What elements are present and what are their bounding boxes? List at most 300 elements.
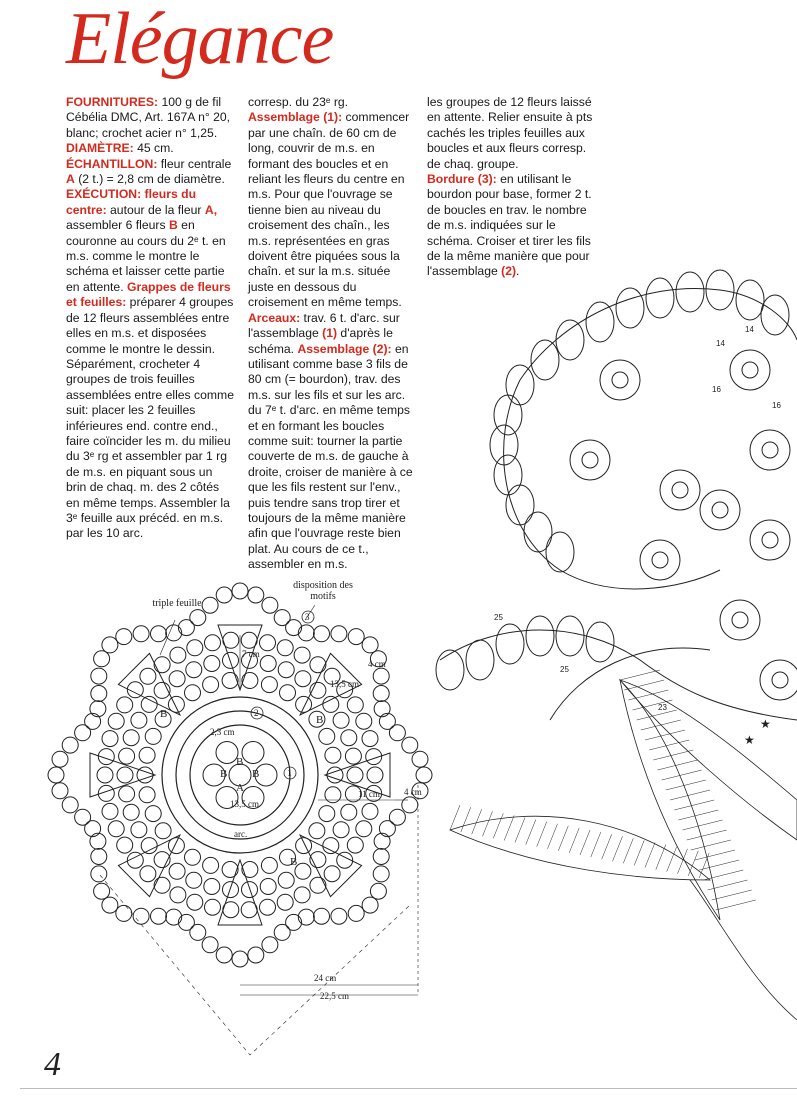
petal [90, 753, 155, 797]
leaf-3 [450, 816, 710, 880]
bordure-text: en utilisant le bourdon pour base, former 2 t. de boucles en trav. le nombre de m.s. indiquées sur le schéma. Croiser et tirer les fils de la même manière que pour l'assemblage [427, 172, 592, 279]
border-loop [190, 610, 206, 626]
bubble [168, 838, 184, 854]
bubble [260, 879, 276, 895]
bubble [123, 804, 139, 820]
bubble [155, 823, 171, 839]
bubble [102, 803, 118, 819]
leaf-vein [504, 815, 514, 840]
leaf-vein [558, 826, 568, 851]
leaf-vein [645, 843, 655, 868]
chart-flower [730, 350, 770, 390]
col2-lead-text: corresp. du 23ᵉ rg. [248, 95, 349, 109]
border-loop [166, 625, 182, 641]
bubble [356, 713, 372, 729]
border-loop [331, 626, 347, 642]
execution-text-2: assembler 6 fleurs [66, 218, 169, 233]
bubble [325, 787, 341, 803]
echantillon-heading: ÉCHANTILLON: [66, 156, 158, 171]
chart-num-25b: 25 [494, 613, 503, 622]
leaf-vein [580, 830, 590, 855]
arceaux-paragraph [248, 311, 415, 573]
bubble [347, 767, 363, 783]
leaf-veins [450, 670, 756, 910]
bubble [295, 671, 311, 687]
bubble [205, 899, 221, 915]
chart-flower [570, 440, 610, 480]
bubble [325, 747, 341, 763]
relier-paragraph [427, 95, 595, 172]
border-loop [91, 866, 107, 882]
assembly-diagram [40, 575, 440, 1075]
border-loop [389, 809, 405, 825]
leaf-vein [658, 760, 698, 770]
chart-flower [750, 430, 790, 470]
bubble [309, 823, 325, 839]
border-loop [232, 583, 248, 599]
bubble [356, 821, 372, 837]
chart-flower-center [612, 372, 628, 388]
leaf-vein [666, 780, 706, 790]
label-b-center-3: B [252, 768, 260, 780]
bubble [108, 713, 124, 729]
border-loop [314, 626, 330, 642]
chart-loop [506, 485, 534, 525]
bubble [341, 730, 357, 746]
border-loop [91, 686, 107, 702]
page-footer-line [20, 1088, 797, 1089]
bubble [117, 697, 133, 713]
leaf-vein [591, 832, 601, 857]
chart-flower-center [742, 362, 758, 378]
label-23cm: 2,3 cm [210, 727, 235, 737]
bubble [141, 838, 157, 854]
border-loop [178, 620, 194, 636]
chart-flower-center [772, 672, 788, 688]
chart-loop [586, 622, 614, 662]
assembly-chain [520, 288, 797, 380]
bubble [242, 862, 258, 878]
leaf-vein [515, 818, 525, 843]
bubble [260, 899, 276, 915]
border-loop [133, 626, 149, 642]
bubble [277, 640, 293, 656]
chart-loop [586, 302, 614, 342]
execution-heading: EXÉCUTION: fleurs du centre: [66, 187, 197, 217]
assemblage2-heading: Assemblage (2): [297, 341, 392, 356]
chart-num-14b: 14 [716, 339, 725, 348]
border-loop [133, 908, 149, 924]
border-loop [216, 587, 232, 603]
bubble [97, 767, 113, 783]
label-a-center: A [236, 782, 244, 794]
border-loop [362, 897, 378, 913]
leaf-vein [526, 820, 536, 845]
label-b-bottom: B [290, 856, 298, 868]
arceaux-heading: Arceaux: [248, 310, 301, 325]
label-11cm: 11 cm [358, 789, 380, 799]
border-loop [389, 725, 405, 741]
crochet-chart [420, 240, 797, 1060]
instructions-column-2 [248, 95, 415, 573]
border-loop [85, 821, 101, 837]
leaf-vein [649, 740, 689, 750]
chart-loop [616, 288, 644, 328]
leaf-vein [662, 770, 702, 780]
chart-flower [720, 600, 760, 640]
chart-loop [526, 616, 554, 656]
leaf-vein [620, 670, 660, 680]
bubble [277, 894, 293, 910]
border-loop [94, 651, 110, 667]
border-loop [116, 905, 132, 921]
inner-ring [176, 711, 304, 839]
col3-lead-text: les groupes de 12 fleurs laissé en attente. Relier ensuite à pts cachés les triples feuilles aux boucles et aux fleurs corresp. de chaq. groupe. [427, 95, 593, 171]
chart-flower [660, 470, 700, 510]
bubble [362, 803, 378, 819]
border-loop [348, 629, 364, 645]
bubble [347, 837, 363, 853]
assemblage-paragraph [248, 95, 415, 311]
border-loop [274, 610, 290, 626]
border-loop [370, 883, 386, 899]
bubble [241, 902, 257, 918]
bubble [296, 696, 312, 712]
border-loop [262, 597, 278, 613]
bubble [141, 696, 157, 712]
page-number: 4 [44, 1046, 61, 1083]
chart-flower-center [672, 482, 688, 498]
border-loop [190, 924, 206, 940]
bubble [170, 887, 186, 903]
border-loop [216, 947, 232, 963]
execution-paragraph [66, 187, 234, 541]
center-flower-b [216, 742, 238, 764]
chart-num-16a: 16 [712, 385, 721, 394]
bubble [278, 872, 294, 888]
border-loop [286, 620, 302, 636]
bubble [204, 656, 220, 672]
label-4cm-top: 4 cm [368, 659, 386, 669]
bubble [347, 697, 363, 713]
bubble [117, 837, 133, 853]
border-loop [62, 797, 78, 813]
bubble [278, 662, 294, 678]
chart-loop [556, 616, 584, 656]
chart-loop [556, 320, 584, 360]
border-loop [286, 914, 302, 930]
diametre-text: 45 cm. [133, 141, 174, 156]
border-loop [274, 924, 290, 940]
border-loop [262, 937, 278, 953]
arceaux-text: trav. 6 t. d'arc. sur l'assemblage [248, 310, 400, 341]
bubble [187, 894, 203, 910]
leaf-vein [674, 800, 714, 810]
center-ring [190, 725, 290, 825]
bubble [203, 857, 219, 873]
leaf-vein [712, 890, 752, 900]
bubble [186, 872, 202, 888]
chart-loop [646, 278, 674, 318]
border-loop [75, 809, 91, 825]
border-loop [374, 833, 390, 849]
border-loop [151, 908, 167, 924]
chart-flower [640, 540, 680, 580]
bubble [139, 747, 155, 763]
border-loop [232, 951, 248, 967]
marker-1: 1 [287, 768, 292, 778]
chart-flower [750, 520, 790, 560]
chart-flower-center [582, 452, 598, 468]
border-loop [402, 737, 418, 753]
leaf-vein [613, 836, 623, 861]
chart-flower [700, 490, 740, 530]
bubble [131, 822, 147, 838]
border-loop [62, 737, 78, 753]
leaf-vein [683, 820, 723, 830]
assemblage1-text: commencer par une chaîn. de 60 cm de long, couvrir de m.s. en formant des boucles et en reliant les fleurs du centre en m.s. Pour que l'ouvrage se tienne bien au niveau du croisement des chaîn., les m.s. représentées en gras doivent être piquées sous la chaîn. et sur la m.s. située juste en dessous du croisement en même temps. [248, 110, 410, 310]
label-b-right: B [316, 714, 324, 726]
echantillon-ref-a: A [66, 172, 75, 187]
center-flower-b [242, 742, 264, 764]
bubble [170, 647, 186, 663]
border-loop [379, 821, 395, 837]
marker-3: 3 [305, 612, 310, 622]
label-225cm: 22,5 cm [320, 991, 349, 1001]
label-arc: arc. [234, 829, 248, 839]
border-loop [116, 629, 132, 645]
label-135cm-top: 13,5 cm [330, 679, 359, 689]
bordure-heading: Bordure (3): [427, 172, 497, 187]
execution-text: autour de la fleur [106, 202, 205, 217]
leaf-vein [645, 730, 685, 740]
leaf-2 [620, 680, 797, 840]
label-7cm: 7 cm [242, 649, 260, 659]
bubble [310, 657, 326, 673]
border-loop [166, 909, 182, 925]
disposition-lines [100, 875, 410, 1055]
bubble [187, 640, 203, 656]
pointer-triple-feuille [160, 620, 175, 655]
assembly-chain-3 [440, 630, 797, 720]
bubble [296, 838, 312, 854]
bubble [145, 806, 161, 822]
chart-loop [546, 532, 574, 572]
border-loop [102, 897, 118, 913]
chart-loop [496, 624, 524, 664]
chart-flowers [570, 350, 797, 700]
bubble [367, 767, 383, 783]
bordure-text-2: . [516, 264, 520, 279]
border-loop [298, 909, 314, 925]
chart-num-23: 23 [658, 703, 667, 712]
leaf-vein [691, 840, 731, 850]
grappes-text: préparer 4 groupes de 12 fleurs assemblées entre elles en m.s. et disposées comme le montre le dessin. Séparément, crocheter 4 groupes de trois feuilles assemblées entre elles comme suit: placer les 2 feuilles inférieures end. contre end., faire coïncider les m. du milieu du 3ᵉ rg et assembler par 1 rg de m.s. en piquant sous un brin de chaq. m. des 2 côtés en même temps. Assembler la 3ᵉ feuille aux précéd. en m.s. par les 10 arc. [66, 295, 234, 541]
border-loop [248, 587, 264, 603]
border-loop [48, 767, 64, 783]
bubble [324, 866, 340, 882]
echantillon-paragraph [66, 157, 234, 188]
leaf-vein [634, 840, 644, 865]
bubble [205, 635, 221, 651]
bubble [123, 730, 139, 746]
bubble [119, 786, 135, 802]
fournitures-text: 100 g de fil Cébélia DMC, Art. 167A n° 20, blanc; crochet acier n° 1,25. [66, 95, 231, 140]
chart-loop [506, 365, 534, 405]
leaf-vein [656, 845, 666, 870]
bubble [145, 728, 161, 744]
border-loop [102, 637, 118, 653]
chart-flower [760, 660, 797, 700]
execution-text-3: en couronne au cours du 2ᵉ t. en m.s. comme le montre le schéma et laisser cette partie en attente. [66, 218, 226, 294]
label-b-center-2: B [220, 768, 228, 780]
chart-loop [736, 280, 764, 320]
leaf-vein [623, 838, 633, 863]
leaf-vein [569, 828, 579, 853]
label-disposition: disposition des motifs [293, 580, 353, 602]
border-loop [331, 908, 347, 924]
leaf-group [450, 670, 797, 1020]
bubble [140, 866, 156, 882]
chart-loop [761, 295, 789, 335]
bubble [102, 731, 118, 747]
star-icon-1: ★ [760, 717, 771, 731]
border-loop [52, 783, 68, 799]
chart-loop [524, 512, 552, 552]
leaf-vein [602, 834, 612, 859]
bubble [223, 902, 239, 918]
bubble [319, 728, 335, 744]
execution-ref-b: B [168, 218, 178, 233]
bubble [108, 821, 124, 837]
leaf-vein [678, 810, 718, 820]
bubble [327, 767, 343, 783]
border-loop [85, 713, 101, 729]
border-loop [202, 597, 218, 613]
chart-flower [600, 360, 640, 400]
bubble [280, 685, 296, 701]
border-loop [75, 725, 91, 741]
bubble [139, 787, 155, 803]
bubble [261, 677, 277, 693]
chart-loop [436, 650, 464, 690]
bubble [345, 748, 361, 764]
marker-2: 2 [254, 708, 259, 718]
bubble [261, 857, 277, 873]
chart-flower-center [762, 442, 778, 458]
page-title: Elégance [66, 0, 334, 80]
border-loop [202, 937, 218, 953]
border-loop [90, 701, 106, 717]
arceaux-text-2: d'après le schéma. [248, 326, 393, 356]
chart-flower-center [712, 502, 728, 518]
chart-num-16b: 16 [772, 401, 781, 410]
bordure-ref-2: (2) [501, 264, 517, 279]
chart-flower-center [652, 552, 668, 568]
border-loop [94, 883, 110, 899]
bubble [223, 632, 239, 648]
leaf-vein [695, 850, 735, 860]
bubble [137, 767, 153, 783]
leaf-vein [637, 710, 677, 720]
border-loop [373, 849, 389, 865]
label-b-center-1: B [236, 756, 244, 768]
bubble [310, 877, 326, 893]
bubble [222, 673, 238, 689]
border-loop [379, 713, 395, 729]
leaf-vein [483, 811, 493, 836]
bubble [242, 673, 258, 689]
bubble [186, 662, 202, 678]
bubble [341, 804, 357, 820]
label-4cm-right: 4 cm [404, 787, 422, 797]
assembly-chain-2 [504, 380, 720, 589]
leaf-vein [703, 870, 743, 880]
star-icon-2: ★ [744, 733, 755, 747]
grappes-heading: Grappes de fleurs et feuilles: [66, 279, 231, 310]
border-loop [91, 668, 107, 684]
leaf-vein [548, 824, 558, 849]
bubble [241, 632, 257, 648]
leaf-vein [687, 830, 727, 840]
bubble [294, 647, 310, 663]
bubble [169, 671, 185, 687]
chart-flower-center [732, 612, 748, 628]
border-loop [374, 701, 390, 717]
fournitures-heading: FOURNITURES: [66, 95, 159, 109]
diametre-heading: DIAMÈTRE: [66, 141, 134, 156]
bubble [333, 822, 349, 838]
chart-num-25a: 25 [560, 665, 569, 674]
border-loop [373, 866, 389, 882]
bubble [154, 657, 170, 673]
chart-loop [676, 272, 704, 312]
bubble [168, 696, 184, 712]
leaf-vein [653, 750, 693, 760]
bubble [362, 731, 378, 747]
diametre-paragraph [66, 141, 234, 156]
leaf-vein [461, 807, 471, 832]
bubble [260, 656, 276, 672]
leaf-4 [690, 880, 797, 1020]
fournitures-paragraph [66, 95, 234, 141]
echantillon-text: fleur centrale [157, 156, 232, 171]
echantillon-text-2: (2 t.) = 2,8 cm de diamètre. [74, 172, 225, 187]
border-loop [151, 626, 167, 642]
bubble [185, 849, 201, 865]
border-loop [362, 637, 378, 653]
label-135cm-center: 13,5 cm [230, 799, 259, 809]
assemblage1-heading: Assemblage (1): [248, 110, 343, 125]
label-24cm: 24 cm [314, 973, 337, 983]
arceaux-ref-1: (1) [322, 326, 338, 341]
bubble [131, 712, 147, 728]
border-loop [314, 908, 330, 924]
chart-flower-center [762, 532, 778, 548]
execution-ref-a: A, [204, 202, 218, 217]
border-loop [373, 668, 389, 684]
bubble [323, 838, 339, 854]
leaf-vein [670, 790, 710, 800]
bubble [117, 767, 133, 783]
label-triple-feuille: triple feuille [152, 598, 202, 609]
leaf-vein [688, 851, 698, 876]
bubble [169, 863, 185, 879]
leaf-vein [493, 813, 503, 838]
bubble [185, 685, 201, 701]
chart-num-14a: 14 [745, 325, 754, 334]
border-loop [348, 905, 364, 921]
